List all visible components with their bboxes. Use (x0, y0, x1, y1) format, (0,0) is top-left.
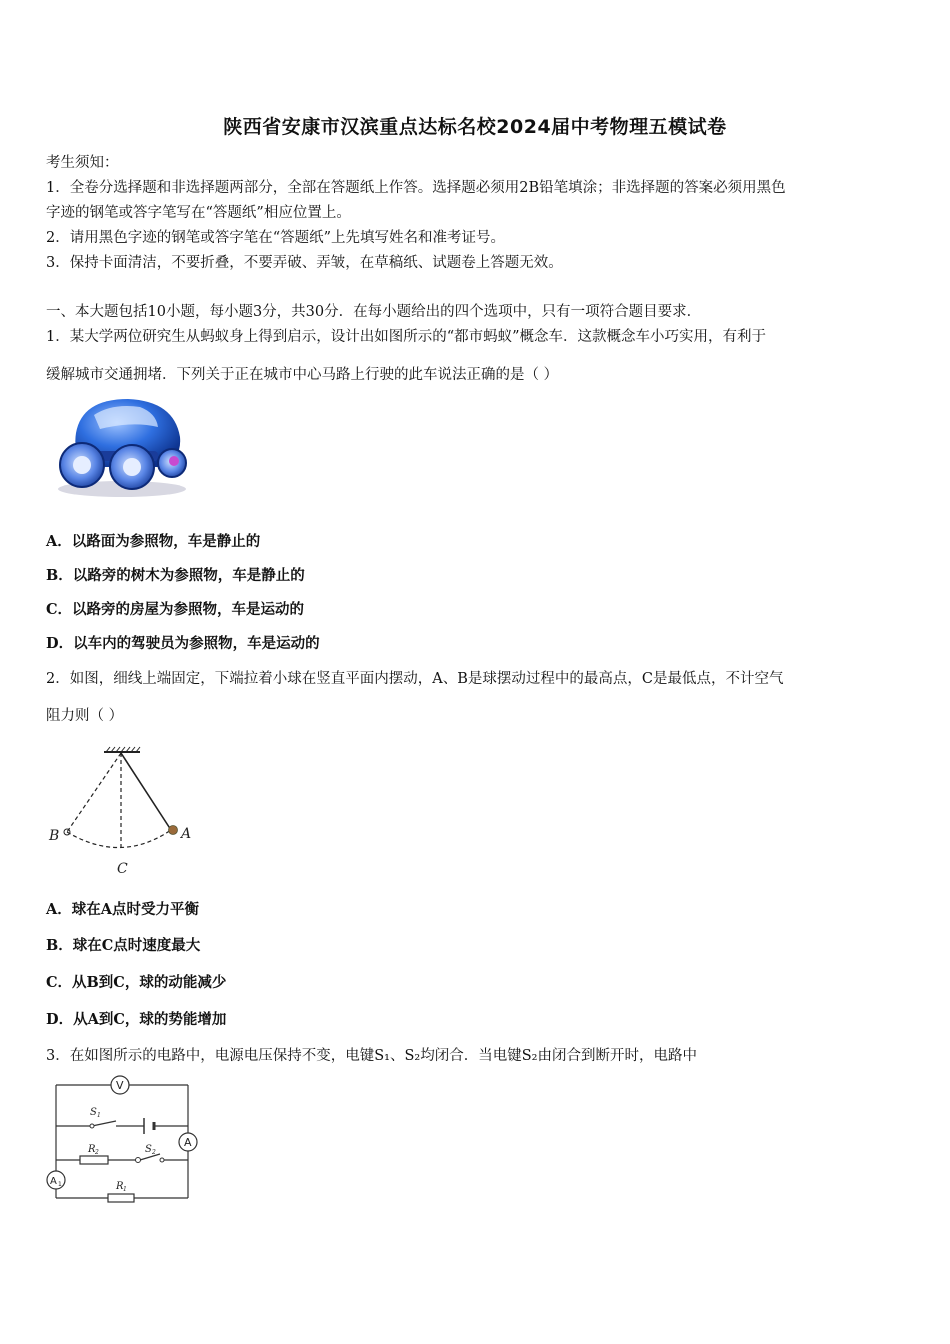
resistor-r2-sub: 2 (95, 1149, 99, 1156)
switch-s2-label: S (145, 1144, 152, 1155)
notice-line-2: 字迹的钢笔或答字笔写在“答题纸”相应位置上。 (46, 205, 351, 221)
notice-line-3: 2．请用黑色字迹的钢笔或答字笔在“答题纸”上先填写姓名和准考证号。 (46, 230, 506, 246)
q1-stem-line-1: 1．某大学两位研究生从蚂蚁身上得到启示，设计出如图所示的“都市蚂蚁”概念车．这款概念车小巧实用，有利于 (46, 329, 767, 345)
resistor-r2-label: R (88, 1144, 96, 1155)
page-title: 陕西省安康市汉滨重点达标名校2024届中考物理五模试卷 (223, 116, 727, 138)
pendulum-label-a: A (181, 826, 192, 842)
circuit-diagram (40, 1074, 208, 1204)
q1-option-a: A．以路面为参照物，车是静止的 (46, 533, 261, 550)
pendulum-label-b: B (49, 828, 60, 844)
notice-line-1: 1．全卷分选择题和非选择题两部分，全部在答题纸上作答。选择题必须用2B铅笔填涂；非选择题的答案必须用黑色 (46, 180, 786, 196)
q2-option-b: B．球在C点时速度最大 (46, 937, 201, 954)
q1-option-b: B．以路旁的树木为参照物，车是静止的 (46, 567, 305, 584)
q1-stem-line-2: 缓解城市交通拥堵．下列关于正在城市中心马路上行驶的此车说法正确的是（ ） (46, 367, 559, 383)
ammeter1-sub: 1 (58, 1181, 62, 1188)
pendulum-diagram (44, 744, 204, 880)
resistor-r1-label: R (116, 1181, 124, 1192)
notice-line-4: 3．保持卡面清洁，不要折叠，不要弄破、弄皱，在草稿纸、试题卷上答题无效。 (46, 255, 563, 271)
ammeter-label: A (184, 1136, 192, 1149)
q1-option-d: D．以车内的驾驶员为参照物，车是运动的 (46, 635, 320, 652)
voltmeter-label: V (116, 1079, 124, 1092)
switch-s1-label: S (90, 1107, 97, 1118)
q2-option-a: A．球在A点时受力平衡 (46, 901, 199, 918)
switch-s2-sub: 2 (152, 1149, 156, 1156)
resistor-r1-sub: 1 (123, 1186, 127, 1193)
q3-stem: 3．在如图所示的电路中，电源电压保持不变，电键S₁、S₂均闭合．当电键S₂由闭合到断开时，电路中 (46, 1048, 697, 1064)
q1-option-c: C．以路旁的房屋为参照物，车是运动的 (46, 601, 305, 618)
q2-option-c: C．从B到C，球的动能减少 (46, 974, 227, 991)
ammeter1-label: A (50, 1176, 57, 1187)
section-heading: 一、本大题包括10小题，每小题3分，共30分．在每小题给出的四个选项中，只有一项符合题目要求． (46, 304, 702, 320)
notice-heading: 考生须知： (46, 155, 119, 171)
q2-stem-line-1: 2．如图，细线上端固定，下端拉着小球在竖直平面内摆动，A、B是球摆动过程中的最高点，C是最低点，不计空气 (46, 671, 784, 687)
pendulum-label-c: C (117, 861, 128, 877)
concept-car-image (48, 393, 196, 501)
switch-s1-sub: 1 (97, 1112, 101, 1119)
q2-option-d: D．从A到C，球的势能增加 (46, 1011, 227, 1028)
q2-stem-line-2: 阻力则（ ） (46, 708, 124, 724)
